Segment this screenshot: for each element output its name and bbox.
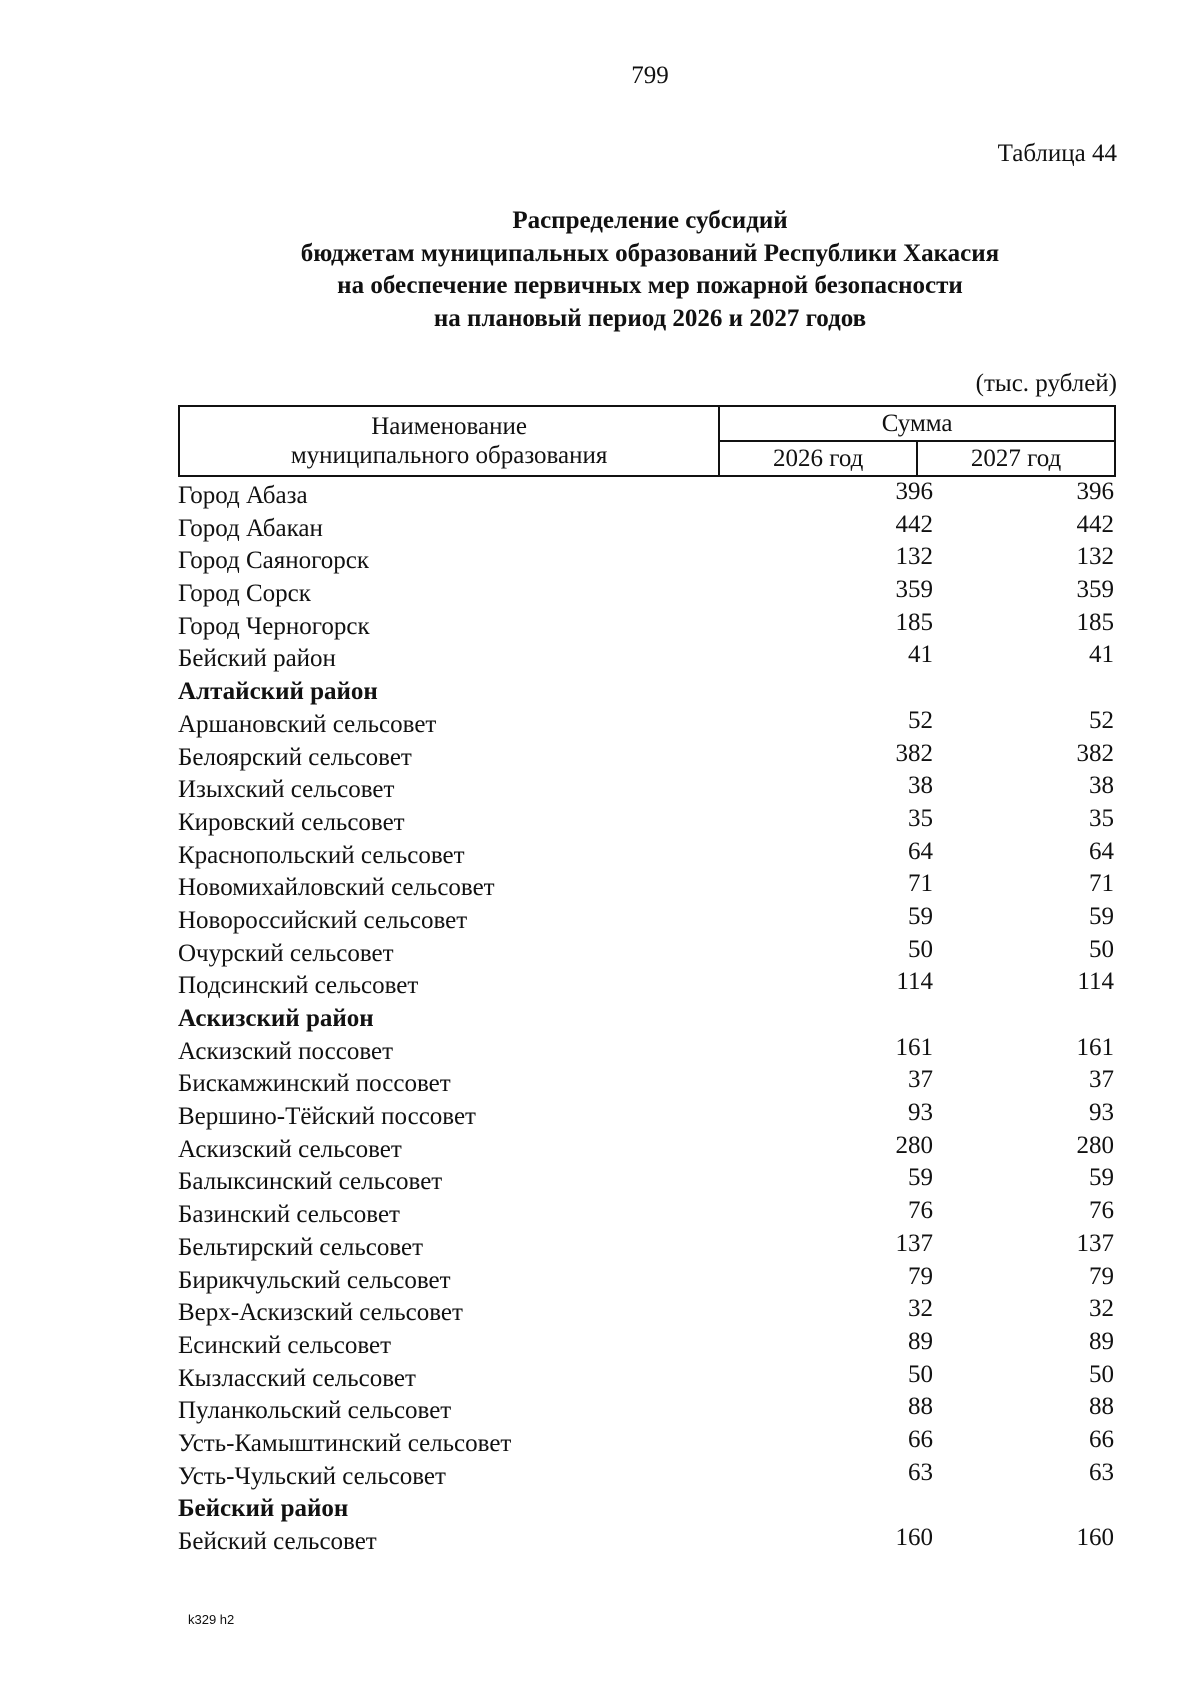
value-2027: 160 bbox=[1076, 1524, 1114, 1551]
value-2026: 50 bbox=[908, 1360, 933, 1388]
value-2026: 50 bbox=[908, 935, 933, 963]
municipality-name: Подсинский сельсовет bbox=[178, 972, 419, 1000]
value-2027: 32 bbox=[1089, 1295, 1114, 1323]
header-year-2027: 2027 год bbox=[917, 441, 1115, 476]
value-2026: 52 bbox=[908, 706, 933, 734]
footer-code: k329 h2 bbox=[188, 1612, 235, 1627]
value-2026: 359 bbox=[895, 576, 933, 604]
value-2026: 88 bbox=[908, 1393, 933, 1421]
value-2027: 35 bbox=[1089, 804, 1114, 832]
municipality-name: Усть-Чульский сельсовет bbox=[178, 1462, 446, 1490]
header-name-cell bbox=[179, 406, 719, 476]
value-2027: 280 bbox=[1076, 1131, 1114, 1159]
municipality-name: Есинский сельсовет bbox=[178, 1331, 392, 1359]
table-row bbox=[178, 1360, 1116, 1396]
district-heading-row bbox=[178, 1493, 1116, 1526]
municipality-name: Верх-Аскизский сельсовет bbox=[178, 1299, 463, 1327]
value-2026: 442 bbox=[895, 510, 933, 538]
value-2027: 50 bbox=[1089, 1360, 1114, 1388]
table-row bbox=[178, 1425, 1116, 1461]
value-2026: 161 bbox=[895, 1033, 933, 1061]
value-2027: 88 bbox=[1089, 1393, 1114, 1421]
header-sum-cell: Сумма bbox=[719, 406, 1115, 441]
value-2027: 161 bbox=[1076, 1033, 1114, 1061]
municipality-name: Пуланкольский сельсовет bbox=[178, 1397, 452, 1425]
table-row bbox=[178, 902, 1116, 938]
table-row bbox=[178, 1297, 1116, 1330]
value-2027: 50 bbox=[1089, 935, 1114, 963]
value-2027: 64 bbox=[1089, 837, 1114, 865]
value-2026: 64 bbox=[908, 837, 933, 865]
value-2027: 382 bbox=[1076, 739, 1114, 767]
value-2027: 52 bbox=[1089, 706, 1114, 734]
title-line: Распределение субсидий bbox=[512, 207, 788, 234]
table-row bbox=[178, 739, 1116, 775]
municipality-name: Новороссийский сельсовет bbox=[178, 906, 468, 934]
municipality-name: Бирикчульский сельсовет bbox=[178, 1266, 451, 1294]
municipality-name: Город Сорск bbox=[178, 580, 311, 608]
table-row bbox=[178, 1229, 1116, 1265]
table-row bbox=[178, 804, 1116, 840]
value-2027: 38 bbox=[1089, 772, 1114, 800]
value-2026: 59 bbox=[908, 1164, 933, 1192]
table-body bbox=[178, 480, 1116, 1559]
value-2026: 137 bbox=[895, 1229, 933, 1257]
value-2027: 79 bbox=[1089, 1262, 1114, 1290]
table-row bbox=[178, 1101, 1116, 1134]
table-row bbox=[178, 935, 1116, 971]
table-row bbox=[178, 1199, 1116, 1232]
value-2026: 71 bbox=[908, 870, 933, 898]
value-2026: 32 bbox=[908, 1295, 933, 1323]
table-row bbox=[178, 1131, 1116, 1167]
district-heading-row bbox=[178, 1003, 1116, 1036]
table-row bbox=[178, 706, 1116, 742]
value-2026: 114 bbox=[896, 968, 933, 996]
value-2027: 76 bbox=[1089, 1197, 1114, 1225]
municipality-name: Балыксинский сельсовет bbox=[178, 1168, 443, 1196]
table-row bbox=[178, 774, 1116, 807]
value-2026: 37 bbox=[908, 1066, 933, 1094]
municipality-name: Город Саяногорск bbox=[178, 547, 370, 575]
value-2026: 280 bbox=[895, 1131, 933, 1159]
table-row bbox=[178, 1262, 1116, 1298]
municipality-name: Аршановский сельсовет bbox=[178, 710, 437, 738]
district-name: Бейский район bbox=[178, 1495, 349, 1523]
municipality-name: Кызласский сельсовет bbox=[178, 1364, 416, 1392]
header-year-2026: 2026 год bbox=[719, 441, 917, 476]
table-row bbox=[178, 510, 1116, 546]
municipality-name: Вершино-Тёйский поссовет bbox=[178, 1103, 476, 1131]
page-number: 799 bbox=[631, 62, 669, 89]
value-2027: 396 bbox=[1076, 478, 1114, 505]
value-2027: 359 bbox=[1076, 576, 1114, 604]
table-row bbox=[178, 1033, 1116, 1069]
table-row bbox=[178, 545, 1116, 578]
table-row bbox=[178, 1526, 1116, 1559]
table-row bbox=[178, 837, 1116, 873]
value-2027: 89 bbox=[1089, 1327, 1114, 1355]
value-2026: 66 bbox=[908, 1425, 933, 1453]
value-2026: 35 bbox=[908, 804, 933, 832]
municipality-name: Город Абаза bbox=[178, 482, 308, 509]
municipality-name: Бейский сельсовет bbox=[178, 1528, 377, 1555]
document-title bbox=[0, 205, 1200, 335]
value-2026: 132 bbox=[895, 543, 933, 571]
table-row bbox=[178, 970, 1116, 1003]
municipality-name: Город Черногорск bbox=[178, 612, 370, 640]
title-line: бюджетам муниципальных образований Республики Хакасия bbox=[300, 239, 1000, 267]
header-name-line1: Наименование bbox=[371, 413, 527, 440]
table-row bbox=[178, 1458, 1116, 1494]
value-2026: 89 bbox=[908, 1327, 933, 1355]
value-2026: 93 bbox=[908, 1099, 933, 1127]
value-2027: 93 bbox=[1089, 1099, 1114, 1127]
municipality-name: Город Абакан bbox=[178, 514, 323, 542]
value-2026: 41 bbox=[908, 641, 933, 669]
municipality-name: Аскизский сельсовет bbox=[178, 1135, 402, 1163]
municipality-name: Кировский сельсовет bbox=[178, 808, 405, 836]
header-name-line2: муниципального образования bbox=[290, 442, 608, 469]
table-row bbox=[178, 1327, 1116, 1363]
title-line: на обеспечение первичных мер пожарной безопасности bbox=[337, 272, 963, 299]
municipality-name: Новомихайловский сельсовет bbox=[178, 874, 495, 902]
value-2027: 114 bbox=[1077, 968, 1114, 996]
table-row bbox=[178, 643, 1116, 676]
table-header bbox=[178, 405, 1116, 477]
value-2026: 160 bbox=[895, 1524, 933, 1551]
value-2027: 37 bbox=[1089, 1066, 1114, 1094]
municipality-name: Изыхский сельсовет bbox=[178, 776, 395, 804]
municipality-name: Бельтирский сельсовет bbox=[178, 1233, 424, 1261]
district-name: Алтайский район bbox=[178, 678, 378, 706]
value-2026: 76 bbox=[908, 1197, 933, 1225]
municipality-name: Аскизский поссовет bbox=[178, 1037, 394, 1065]
district-heading-row bbox=[178, 676, 1116, 709]
title-line: на плановый период 2026 и 2027 годов bbox=[433, 304, 867, 332]
value-2027: 185 bbox=[1076, 608, 1114, 636]
table-row bbox=[178, 1166, 1116, 1199]
value-2026: 63 bbox=[908, 1458, 933, 1486]
municipality-name: Белоярский сельсовет bbox=[178, 743, 412, 771]
value-2027: 41 bbox=[1089, 641, 1114, 669]
value-2026: 38 bbox=[908, 772, 933, 800]
value-2026: 79 bbox=[908, 1262, 933, 1290]
value-2027: 59 bbox=[1089, 1164, 1114, 1192]
value-2027: 442 bbox=[1076, 510, 1114, 538]
table-row bbox=[178, 608, 1116, 644]
table-row bbox=[178, 1395, 1116, 1428]
district-name: Аскизский район bbox=[178, 1005, 374, 1032]
value-2026: 396 bbox=[895, 478, 933, 505]
municipality-name: Краснопольский сельсовет bbox=[178, 841, 465, 869]
table-label: Таблица 44 bbox=[997, 140, 1117, 167]
municipality-name: Базинский сельсовет bbox=[178, 1201, 400, 1229]
municipality-name: Очурский сельсовет bbox=[178, 939, 394, 967]
value-2026: 59 bbox=[908, 902, 933, 930]
municipality-name: Бискамжинский поссовет bbox=[178, 1070, 451, 1098]
table-row bbox=[178, 480, 1116, 513]
units-label: (тыс. рублей) bbox=[975, 370, 1117, 397]
value-2026: 185 bbox=[895, 608, 933, 636]
value-2027: 132 bbox=[1076, 543, 1114, 571]
value-2027: 63 bbox=[1089, 1458, 1114, 1486]
municipality-name: Бейский район bbox=[178, 645, 336, 673]
table-row bbox=[178, 578, 1116, 611]
value-2027: 71 bbox=[1089, 870, 1114, 898]
municipality-name: Усть-Камыштинский сельсовет bbox=[178, 1429, 512, 1457]
table-row bbox=[178, 872, 1116, 905]
value-2027: 66 bbox=[1089, 1425, 1114, 1453]
value-2026: 382 bbox=[895, 739, 933, 767]
value-2027: 137 bbox=[1076, 1229, 1114, 1257]
value-2027: 59 bbox=[1089, 902, 1114, 930]
table-row bbox=[178, 1068, 1116, 1101]
